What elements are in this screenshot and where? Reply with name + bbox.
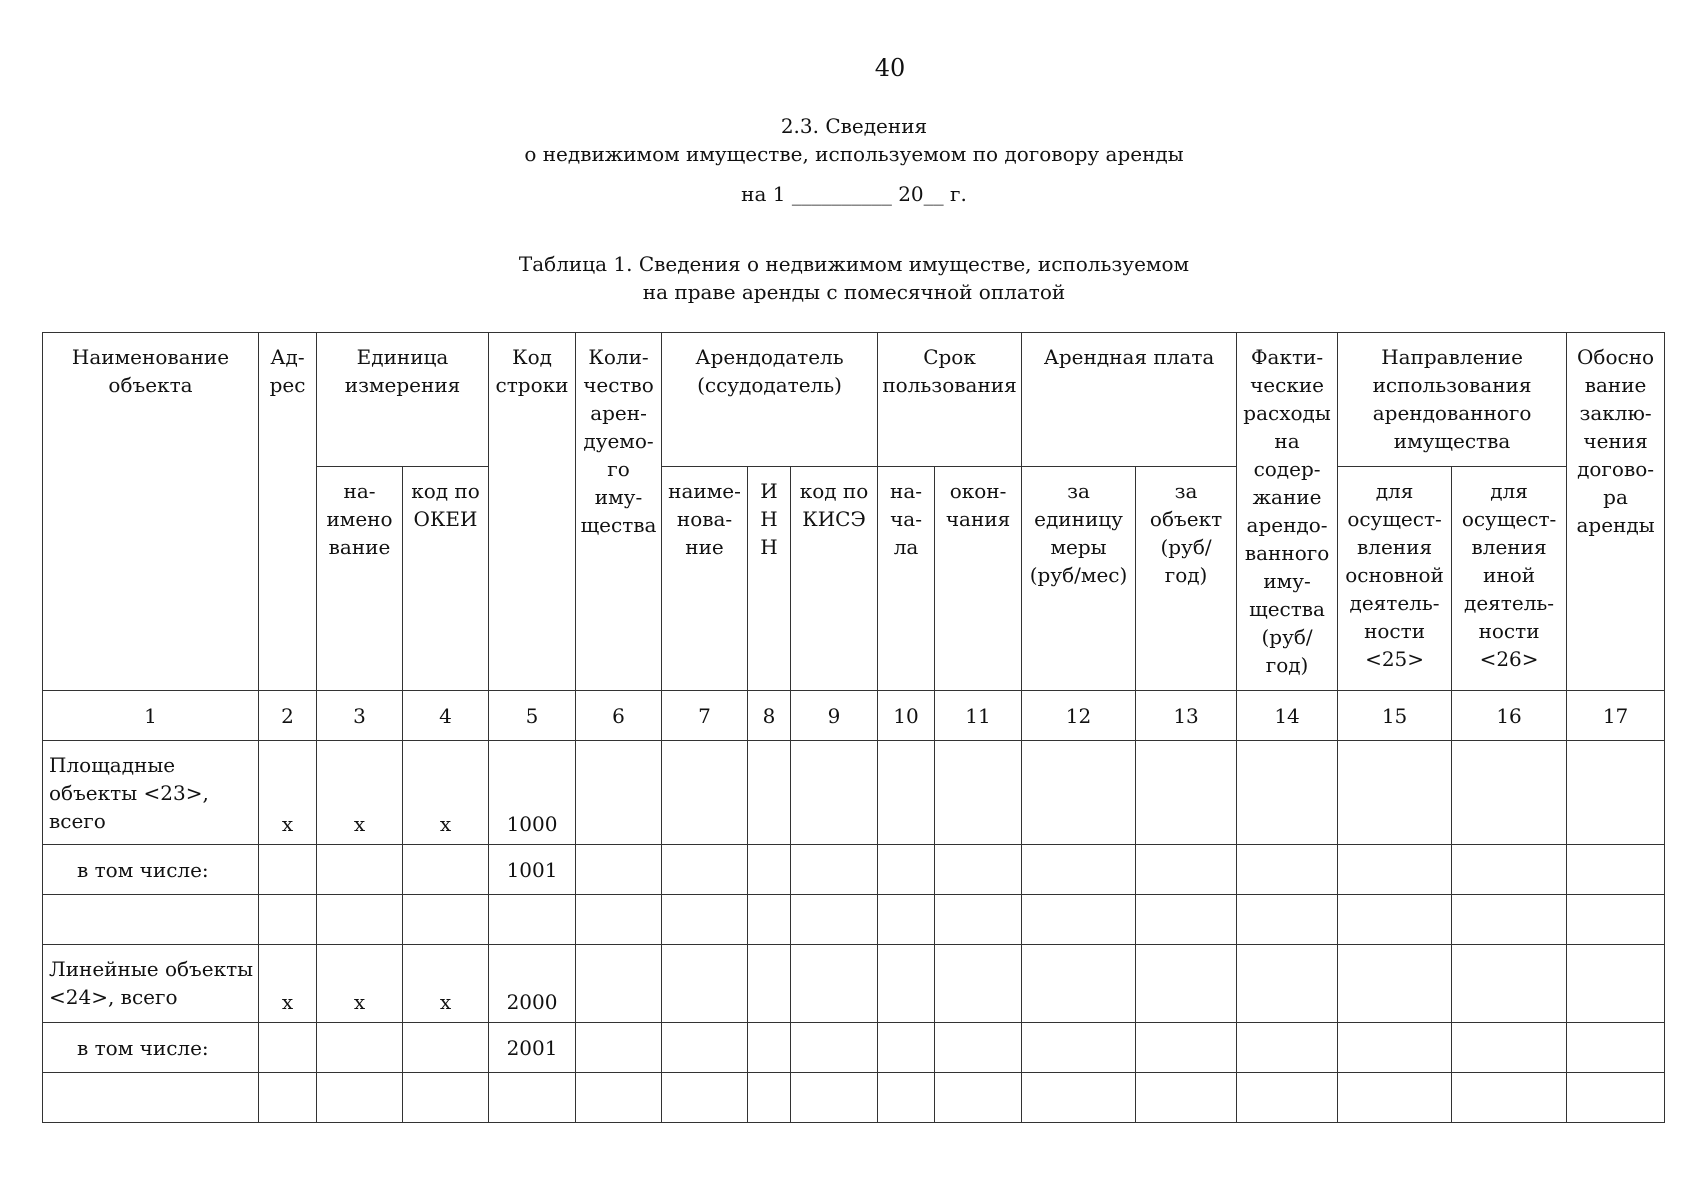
table-caption — [0, 250, 1698, 306]
header-kise-code: код по КИСЭ — [791, 467, 878, 691]
table-cell[interactable] — [1136, 741, 1237, 845]
table-cell[interactable] — [1022, 741, 1136, 845]
table-cell[interactable] — [317, 1023, 403, 1073]
table-cell[interactable] — [1237, 1023, 1338, 1073]
section-heading — [0, 112, 1698, 208]
column-number: 12 — [1022, 691, 1136, 741]
row-label: в том числе: — [43, 1023, 259, 1073]
header-address: Ад- рес — [259, 333, 317, 691]
column-number: 10 — [878, 691, 935, 741]
table-cell[interactable] — [1237, 945, 1338, 1023]
table-cell[interactable] — [935, 1023, 1022, 1073]
header-object-name: Наименование объекта — [43, 333, 259, 691]
table-cell[interactable] — [1022, 895, 1136, 945]
column-number: 8 — [748, 691, 791, 741]
column-number: 9 — [791, 691, 878, 741]
table-cell[interactable] — [1338, 1073, 1452, 1123]
header-term-group: Срок пользования — [878, 333, 1022, 467]
table-cell[interactable] — [791, 895, 878, 945]
column-number: 15 — [1338, 691, 1452, 741]
table-cell[interactable] — [1237, 1073, 1338, 1123]
table-cell[interactable] — [317, 1073, 403, 1123]
column-number: 5 — [489, 691, 576, 741]
table-cell[interactable] — [878, 741, 935, 845]
table-cell[interactable] — [259, 895, 317, 945]
row-code: 2001 — [489, 1023, 576, 1073]
table-cell[interactable] — [791, 945, 878, 1023]
table-cell[interactable] — [489, 895, 576, 945]
table-cell[interactable] — [317, 895, 403, 945]
table-cell: х — [403, 945, 489, 1023]
table-cell[interactable] — [576, 945, 662, 1023]
table-cell[interactable] — [1136, 1023, 1237, 1073]
table-cell[interactable] — [662, 845, 748, 895]
row-label: Линейные объекты <24>, всего — [43, 945, 259, 1023]
table-cell[interactable] — [1237, 895, 1338, 945]
table-cell[interactable] — [576, 1073, 662, 1123]
table-cell[interactable] — [1338, 945, 1452, 1023]
section-subtitle: о недвижимом имуществе, используемом по договору аренды — [524, 142, 1184, 166]
header-term-start: на- ча- ла — [878, 467, 935, 691]
table-cell[interactable] — [935, 895, 1022, 945]
table-cell[interactable] — [878, 1073, 935, 1123]
table-cell[interactable] — [1136, 1073, 1237, 1123]
header-usage-other: для осущест- вления иной деятель- ности <26> — [1452, 467, 1567, 691]
column-number: 11 — [935, 691, 1022, 741]
table-cell[interactable] — [1452, 1023, 1567, 1073]
header-quantity: Коли- чество арен- дуемо- го иму- щества — [576, 333, 662, 691]
header-okei-code: код по ОКЕИ — [403, 467, 489, 691]
table-cell[interactable] — [403, 1073, 489, 1123]
header-term-end: окон- чания — [935, 467, 1022, 691]
table-cell[interactable] — [1567, 945, 1665, 1023]
column-number: 2 — [259, 691, 317, 741]
table-cell[interactable] — [1452, 1073, 1567, 1123]
table-cell[interactable] — [791, 1023, 878, 1073]
header-lessor-group: Арендодатель (ссудодатель) — [662, 333, 878, 467]
table-cell[interactable] — [1136, 895, 1237, 945]
table-cell[interactable] — [259, 1023, 317, 1073]
table-cell[interactable] — [935, 945, 1022, 1023]
table-cell[interactable] — [1452, 895, 1567, 945]
table-cell: х — [317, 945, 403, 1023]
header-lessor-name: наиме- нова- ние — [662, 467, 748, 691]
header-inn: И Н Н — [748, 467, 791, 691]
table-cell[interactable] — [403, 895, 489, 945]
table-cell[interactable] — [1136, 845, 1237, 895]
table-cell[interactable] — [662, 741, 748, 845]
table-cell[interactable] — [259, 1073, 317, 1123]
table-cell[interactable] — [1237, 741, 1338, 845]
header-rent-per-unit: за единицу меры (руб/мес) — [1022, 467, 1136, 691]
report-date-line: на 1 __________ 20__ г. — [741, 182, 967, 206]
table-cell[interactable] — [878, 945, 935, 1023]
table-cell[interactable] — [43, 1073, 259, 1123]
table-cell[interactable] — [576, 845, 662, 895]
table-cell[interactable] — [576, 1023, 662, 1073]
table-cell: х — [259, 741, 317, 845]
table-row-linear-including — [43, 1023, 1665, 1073]
table-cell[interactable] — [576, 895, 662, 945]
row-code: 1001 — [489, 845, 576, 895]
row-label: Площадные объекты <23>, всего — [43, 741, 259, 845]
column-number: 7 — [662, 691, 748, 741]
column-number: 4 — [403, 691, 489, 741]
table-cell[interactable] — [1567, 895, 1665, 945]
header-usage-group: Направление использования арендованного имущества — [1338, 333, 1567, 467]
column-numbers-row — [43, 691, 1665, 741]
column-number: 3 — [317, 691, 403, 741]
table-cell[interactable] — [662, 895, 748, 945]
table-cell[interactable] — [662, 1073, 748, 1123]
column-number: 16 — [1452, 691, 1567, 741]
table-cell[interactable] — [1567, 1023, 1665, 1073]
table-cell[interactable] — [1136, 945, 1237, 1023]
row-code: 1000 — [489, 741, 576, 845]
section-title: 2.3. Сведения — [780, 114, 928, 138]
table-cell[interactable] — [1452, 741, 1567, 845]
page-number: 40 — [874, 54, 906, 82]
table-cell[interactable] — [935, 1073, 1022, 1123]
table-cell[interactable] — [791, 1073, 878, 1123]
table-cell[interactable] — [317, 845, 403, 895]
table-cell[interactable] — [748, 741, 791, 845]
table-cell[interactable] — [878, 1023, 935, 1073]
table-cell[interactable] — [748, 895, 791, 945]
table-caption-line2: на праве аренды с помесячной оплатой — [642, 280, 1066, 304]
table-cell[interactable] — [1338, 845, 1452, 895]
table-cell[interactable] — [748, 945, 791, 1023]
column-number: 1 — [43, 691, 259, 741]
table-caption-line1: Таблица 1. Сведения о недвижимом имуществе, используемом — [518, 252, 1190, 276]
table-cell[interactable] — [748, 1073, 791, 1123]
table-row-area-including — [43, 845, 1665, 895]
table-cell[interactable] — [403, 845, 489, 895]
table-cell: х — [317, 741, 403, 845]
table-cell[interactable] — [1338, 741, 1452, 845]
table-cell[interactable] — [1338, 895, 1452, 945]
header-rent-per-object: за объект (руб/ год) — [1136, 467, 1237, 691]
table-row-empty — [43, 1073, 1665, 1123]
header-unit-name: на- имено вание — [317, 467, 403, 691]
header-usage-main: для осущест- вления основной деятель- ности <25> — [1338, 467, 1452, 691]
table-cell[interactable] — [791, 845, 878, 895]
header-unit-group: Единица измерения — [317, 333, 489, 467]
table-cell[interactable] — [576, 741, 662, 845]
table-cell[interactable] — [1567, 741, 1665, 845]
table-cell[interactable] — [878, 845, 935, 895]
table-cell[interactable] — [259, 845, 317, 895]
table-cell[interactable] — [1022, 945, 1136, 1023]
table-cell[interactable] — [935, 741, 1022, 845]
table-cell[interactable] — [748, 1023, 791, 1073]
table-cell[interactable] — [791, 741, 878, 845]
table-cell[interactable] — [1022, 1073, 1136, 1123]
header-rent-group: Арендная плата — [1022, 333, 1237, 467]
table-cell[interactable] — [1567, 1073, 1665, 1123]
table-cell[interactable] — [935, 845, 1022, 895]
table-cell[interactable] — [1452, 845, 1567, 895]
table-cell[interactable] — [43, 895, 259, 945]
column-number: 6 — [576, 691, 662, 741]
table-cell[interactable] — [1237, 845, 1338, 895]
column-number: 14 — [1237, 691, 1338, 741]
table-cell[interactable] — [403, 1023, 489, 1073]
table-cell[interactable] — [662, 1023, 748, 1073]
table-cell[interactable] — [878, 895, 935, 945]
header-actual-expenses: Факти- ческие расходы на содер- жание арендо- ванного иму- щества (руб/ год) — [1237, 333, 1338, 691]
table-row-linear-objects — [43, 945, 1665, 1023]
table-cell[interactable] — [748, 845, 791, 895]
table-cell[interactable] — [1022, 1023, 1136, 1073]
table-cell[interactable] — [662, 945, 748, 1023]
rented-property-table — [42, 332, 1665, 1123]
table-cell[interactable] — [1567, 845, 1665, 895]
table-row-area-objects — [43, 741, 1665, 845]
header-lease-basis: Обосно вание заклю- чения догово- ра аренды — [1567, 333, 1665, 691]
header-line-code: Код строки — [489, 333, 576, 691]
column-number: 13 — [1136, 691, 1237, 741]
table-cell[interactable] — [489, 1073, 576, 1123]
column-number: 17 — [1567, 691, 1665, 741]
table-cell: х — [259, 945, 317, 1023]
table-cell[interactable] — [1022, 845, 1136, 895]
row-code: 2000 — [489, 945, 576, 1023]
table-cell: х — [403, 741, 489, 845]
row-label: в том числе: — [43, 845, 259, 895]
table-cell[interactable] — [1452, 945, 1567, 1023]
table-cell[interactable] — [1338, 1023, 1452, 1073]
table-row-empty — [43, 895, 1665, 945]
